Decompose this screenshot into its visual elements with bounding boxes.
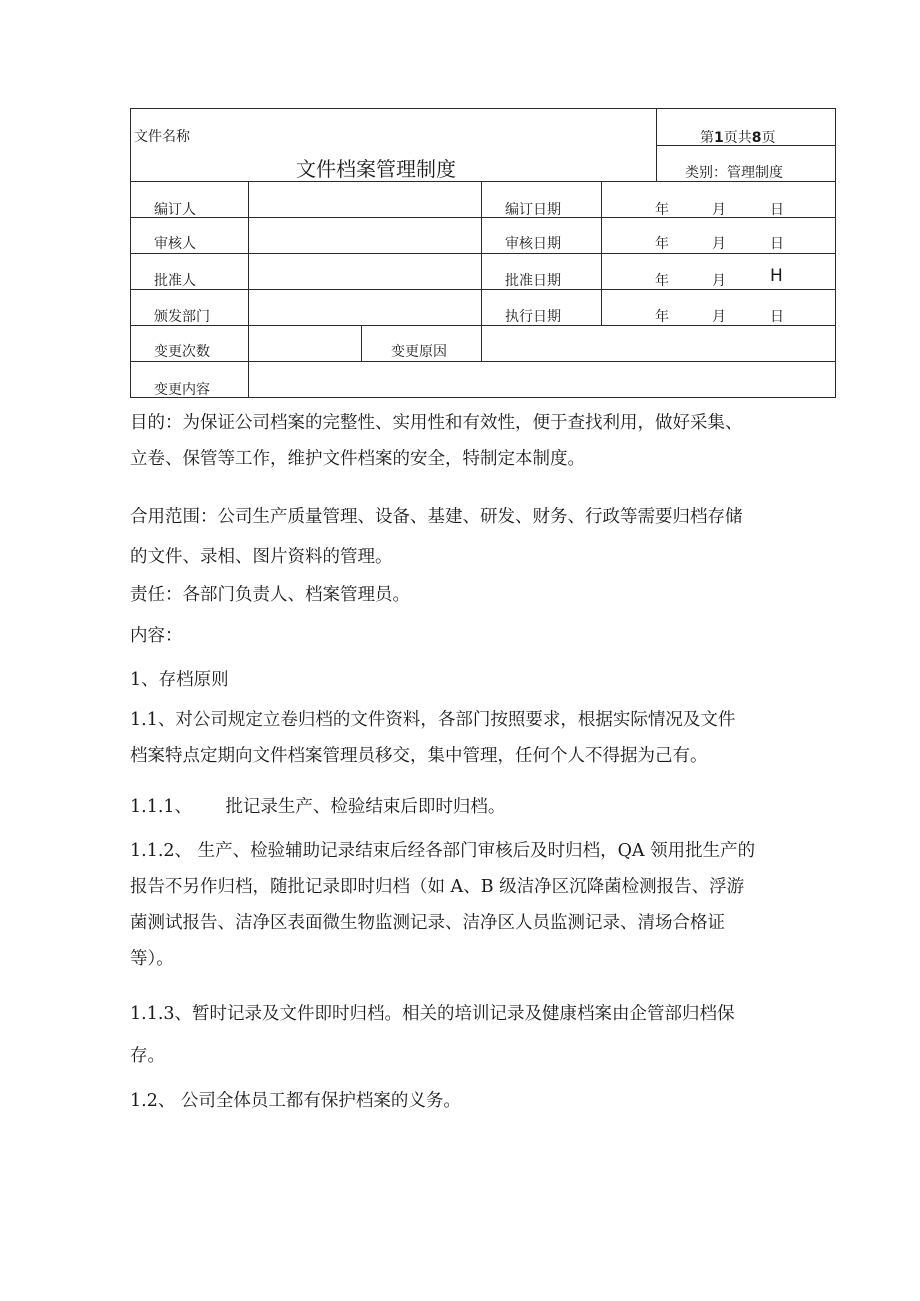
- table-line-row4: [130, 289, 836, 290]
- file-name-label: 文件名称: [134, 129, 190, 145]
- table-line-row3: [130, 253, 836, 254]
- page-indicator: 第1页共8页: [700, 130, 776, 146]
- table-line-col-label: [248, 181, 249, 397]
- change-count-label: 变更次数: [154, 344, 210, 360]
- change-content-label: 变更内容: [154, 382, 210, 398]
- purpose-line-1: 目的：为保证公司档案的完整性、实用性和有效性，便于查找利用，做好采集、: [130, 413, 743, 433]
- review-date-label: 审核日期: [505, 236, 561, 252]
- section-1-1: [130, 702, 840, 774]
- table-line-title-right: [656, 108, 657, 181]
- compile-date-year: 年: [655, 202, 669, 218]
- section-1-1-2-line-3: 菌测试报告、洁净区表面微生物监测记录、洁净区人员监测记录、清场合格证: [130, 913, 725, 933]
- responsibility-line: 责任：各部门负责人、档案管理员。: [130, 585, 410, 605]
- table-line-change-count: [361, 325, 362, 361]
- table-border-right: [835, 108, 836, 398]
- scope-line-2: 的文件、录相、图片资料的管理。: [130, 547, 393, 567]
- page-current: 1: [714, 130, 724, 146]
- table-line-col-value: [481, 181, 482, 361]
- table-line-row6: [130, 361, 836, 362]
- approve-date-year: 年: [655, 273, 669, 289]
- scope-line-1: 合用范围：公司生产质量管理、设备、基建、研发、财务、行政等需要归档存储: [130, 507, 743, 527]
- section-1-1-line-2: 档案特点定期向文件档案管理员移交，集中管理，任何个人不得据为己有。: [130, 746, 708, 766]
- change-reason-label: 变更原因: [391, 344, 447, 360]
- scope-section: [130, 497, 840, 577]
- effective-date-year: 年: [655, 309, 669, 325]
- table-line-row5: [130, 325, 836, 326]
- section-1-1-line-1: 1.1、对公司规定立卷归档的文件资料，各部门按照要求，根据实际情况及文件: [130, 710, 736, 730]
- purpose-section: [130, 405, 840, 477]
- section-1-1-3: [130, 993, 840, 1077]
- effective-date-day: 日: [770, 309, 784, 325]
- review-date-day: 日: [770, 236, 784, 252]
- table-border-bottom: [130, 397, 836, 398]
- section-1-1-2-line-2: 报告不另作归档，随批记录即时归档（如 A、B 级洁净区沉降菌检测报告、浮游: [130, 877, 745, 897]
- compiler-label: 编订人: [154, 202, 196, 218]
- approver-label: 批准人: [154, 273, 196, 289]
- table-border-top: [130, 108, 836, 109]
- document-title: 文件档案管理制度: [296, 157, 456, 181]
- review-date-month: 月: [712, 236, 726, 252]
- table-line-row2: [130, 217, 836, 218]
- section-1-1-3-line-2: 存。: [130, 1046, 165, 1066]
- approve-date-month: 月: [712, 273, 726, 289]
- compile-date-month: 月: [712, 202, 726, 218]
- content-heading: 内容：: [130, 626, 183, 646]
- issuing-department-label: 颁发部门: [154, 309, 210, 325]
- review-date-year: 年: [655, 236, 669, 252]
- section-1-1-2: [130, 833, 840, 977]
- effective-date-month: 月: [712, 309, 726, 325]
- page-total: 8: [751, 130, 762, 146]
- category-label: 类别：管理制度: [685, 165, 783, 181]
- section-1-1-2-line-1: 1.1.2、 生产、检验辅助记录结束后经各部门审核后及时归档，QA 领用批生产的: [130, 841, 756, 861]
- section-1-1-2-line-4: 等）。: [130, 949, 174, 969]
- section-1-2: 1.2、 公司全体员工都有保护档案的义务。: [130, 1091, 461, 1111]
- compile-date-day: 日: [770, 202, 784, 218]
- section-1-1-3-line-1: 1.1.3、暂时记录及文件即时归档。相关的培训记录及健康档案由企管部归档保: [130, 1004, 735, 1024]
- approve-date-day: H: [770, 266, 783, 286]
- approve-date-label: 批准日期: [505, 273, 561, 289]
- purpose-line-2: 立卷、保管等工作，维护文件档案的安全，特制定本制度。: [130, 449, 585, 469]
- compile-date-label: 编订日期: [505, 202, 561, 218]
- section-1-1-1: 1.1.1、 批记录生产、检验结束后即时归档。: [130, 797, 506, 817]
- table-border-left: [130, 108, 131, 398]
- table-line-col-date: [601, 181, 602, 325]
- section-1-heading: 1、存档原则: [130, 670, 229, 690]
- effective-date-label: 执行日期: [505, 309, 561, 325]
- reviewer-label: 审核人: [154, 236, 196, 252]
